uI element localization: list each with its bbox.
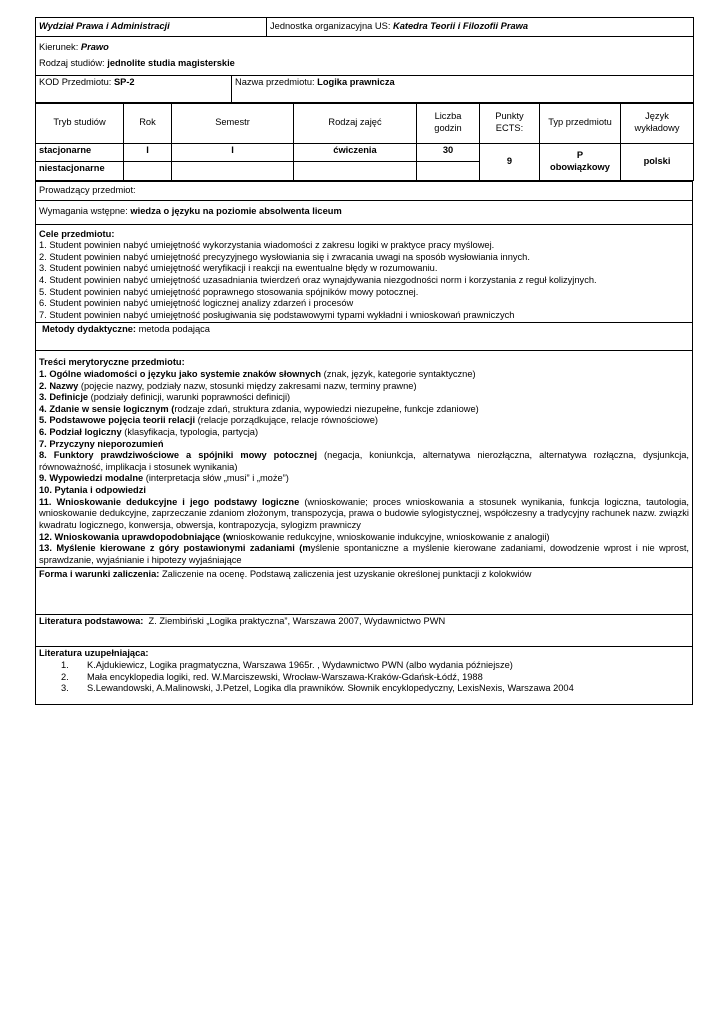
row2-tryb: niestacjonarne [36, 161, 124, 180]
literatura-podstawowa-label: Literatura podstawowa: [39, 616, 144, 627]
tresci-item: 5. Podstawowe pojęcia teorii relacji (relacje porządkujące, relacje równościowe) [39, 415, 378, 426]
tresci-item: 7. Przyczyny nieporozumień [39, 438, 164, 449]
wymagania [36, 200, 693, 224]
forma-section [36, 568, 693, 615]
row2-rodzaj [294, 161, 417, 180]
tresci-item: 12. Wnioskowania uprawdopodobniające (wnioskowanie redukcyjne, wnioskowanie indukcyjne, wnioskowanie z analogii) [39, 531, 550, 542]
cele-item: 6. Student powinien nabyć umiejętność logicznej analizy zdarzeń i procesów [39, 298, 354, 309]
tresci-item: 1. Ogólne wiadomości o języku jako systemie znaków słownych (znak, język, kategorie syntaktyczne) [39, 368, 476, 379]
cele-section [36, 224, 693, 323]
program-info [36, 37, 694, 75]
row2-semestr [172, 161, 294, 180]
header-liczba-godzin: Liczba godzin [417, 103, 480, 143]
tresci-item: 11. Wnioskowanie dedukcyjne i jego podstawy logiczne (wnioskowanie; proces wnioskowania a stosunek wynikania, funkcja logiczna, tautologia, wnioskowanie dedukcyjne, zaprzeczanie zdaniom złożonym, transpozycja, prawa o budowie sylogistycznej, współczesny a tradycyjny rachunek nazw. związki kwadratu logicznego, konwersja, obwersja, kontrapozycja, sylogizm prawniczy [39, 496, 689, 530]
kod-value: SP-2 [113, 76, 135, 87]
forma-value: Zaliczenie na ocenę. Podstawą zaliczenia jest uzyskanie określonej punktacji z kolokwiów [161, 569, 532, 580]
header-typ-przedmiotu: Typ przedmiotu [540, 103, 621, 143]
content-table [35, 181, 693, 706]
tresci-title: Treści merytoryczne przedmiotu: [39, 357, 185, 368]
tresci-item: 6. Podział logiczny (klasyfikacja, typologia, partycja) [39, 427, 259, 438]
tresci-item: 4. Zdanie w sensie logicznym (rodzaje zdań, struktura zdania, wypowiedzi niezupełne, funkcje zdaniowe) [39, 403, 479, 414]
row1-semestr: I [172, 143, 294, 161]
header-table [35, 17, 694, 37]
row1-rok: I [124, 143, 172, 161]
tresci-item: 10. Pytania i odpowiedzi [39, 485, 146, 496]
unit-label: Jednostka organizacyjna US: [270, 21, 391, 32]
cele-item: 5. Student powinien nabyć umiejętność poprawnego stosowania spójników mowy potocznej. [39, 286, 419, 297]
tresci-item: 2. Nazwy (pojęcie nazwy, podziały nazw, stosunki między zakresami nazw, terminy prawne) [39, 380, 417, 391]
forma-label: Forma i warunki zaliczenia: [39, 569, 160, 580]
tresci-item: 13. Myślenie kierowane z góry postawionymi zadaniami (myślenie spontaniczne a myślenie kierowane zadaniami, dowodzenie wprost i nie wprost, sprawdzanie, wyjaśnianie i hipotezy wyjaśniające [39, 543, 690, 565]
organizational-unit [267, 18, 694, 37]
punkty-value: 9 [480, 143, 540, 180]
typ-value [540, 143, 621, 180]
jezyk-value: polski [621, 143, 694, 180]
tresci-item: 3. Definicje (podziały definicji, warunki poprawności definicji) [39, 392, 291, 403]
metody-value: metoda podająca [138, 324, 210, 335]
header-rodzaj-zajec: Rodzaj zajęć [294, 103, 417, 143]
row2-rok [124, 161, 172, 180]
header-semestr: Semestr [172, 103, 294, 143]
tresci-item: 8. Funktory prawdziwościowe a spójniki mowy potocznej (negacja, koniunkcja, alternatywa nierozłączna, alternatywa rozłączna, dysjunkcja, równoważność, implikacja i stosunek wynikania) [39, 450, 690, 472]
unit-value: Katedra Teorii i Filozofii Prawa [393, 21, 529, 32]
wymagania-label: Wymagania wstępne: [39, 206, 128, 217]
literature-item: 1. K.Ajdukiewicz, Logika pragmatyczna, Warszawa 1965r. , Wydawnictwo PWN (albo wydania późniejsze) [61, 659, 513, 670]
header-rok: Rok [124, 103, 172, 143]
header-tryb: Tryb studiów [36, 103, 124, 143]
nazwa-label: Nazwa przedmiotu: [235, 76, 315, 87]
header-punkty-ects: Punkty ECTS: [480, 103, 540, 143]
literatura-podstawowa [36, 615, 693, 647]
metody-section [36, 323, 693, 351]
header-jezyk: Język wykładowy [621, 103, 694, 143]
kierunek-value: Prawo [80, 42, 109, 52]
literatura-uzupelniajaca-label: Literatura uzupełniająca: [39, 648, 149, 659]
row1-tryb: stacjonarne [36, 143, 124, 161]
course-name [232, 75, 694, 102]
cele-item: 7. Student powinien nabyć umiejętność posługiwania się podstawowymi typami wykładni i wnioskowań prawniczych [39, 309, 515, 320]
tresci-section [36, 351, 693, 568]
faculty-name: Wydział Prawa i Administracji [36, 18, 267, 37]
cele-item: 2. Student powinien nabyć umiejętność precyzyjnego wysłowiania się i zwracania uwagi na sposób wysłowiania innych. [39, 251, 530, 262]
course-code [36, 75, 232, 102]
program-table [35, 37, 694, 103]
cele-item: 1. Student powinien nabyć umiejętność wykorzystania wiadomości z zakresu logiki w praktyce pracy myślowej. [39, 240, 495, 251]
cele-title: Cele przedmiotu: [39, 228, 115, 239]
row2-godziny [417, 161, 480, 180]
typ-line2: obowiązkowy [550, 161, 610, 172]
literature-item: 3. S.Lewandowski, A.Malinowski, J.Petzel, Logika dla prawników. Słownik encyklopedyczny, LexisNexis, Warszawa 2004 [61, 683, 574, 694]
typ-line1: P [576, 149, 584, 160]
tresci-item: 9. Wypowiedzi modalne (interpretacja słów „musi” i „może”) [39, 473, 289, 484]
study-grid [35, 103, 694, 181]
rodzaj-studiow-label: Rodzaj studiów: [39, 57, 105, 68]
rodzaj-studiow-value: jednolite studia magisterskie [107, 57, 235, 68]
row1-rodzaj: ćwiczenia [294, 143, 417, 161]
literature-item: 2. Mała encyklopedia logiki, red. W.Marciszewski, Wrocław-Warszawa-Kraków-Gdańsk-Łódź, 1988 [61, 671, 483, 682]
row1-godziny: 30 [417, 143, 480, 161]
literatura-uzupelniajaca [36, 647, 693, 705]
literatura-podstawowa-value: Z. Ziembiński „Logika praktyczna”, Warszawa 2007, Wydawnictwo PWN [148, 616, 446, 627]
nazwa-value: Logika prawnicza [317, 76, 395, 87]
metody-label: Metody dydaktyczne: [42, 324, 137, 335]
kierunek-label: Kierunek: [39, 42, 79, 52]
cele-item: 3. Student powinien nabyć umiejętność weryfikacji i reakcji na ewentualne błędy w rozumowaniu. [39, 263, 438, 274]
prowadzacy: Prowadzący przedmiot: [36, 181, 693, 200]
kod-label: KOD Przedmiotu: [39, 76, 112, 87]
cele-item: 4. Student powinien nabyć umiejętność uzasadniania twierdzeń oraz wynajdywania niezgodności norm i korzystania z reguł kolizyjnych. [39, 274, 597, 285]
wymagania-value: wiedza o języku na poziomie absolwenta liceum [130, 206, 342, 217]
course-syllabus [35, 17, 693, 705]
